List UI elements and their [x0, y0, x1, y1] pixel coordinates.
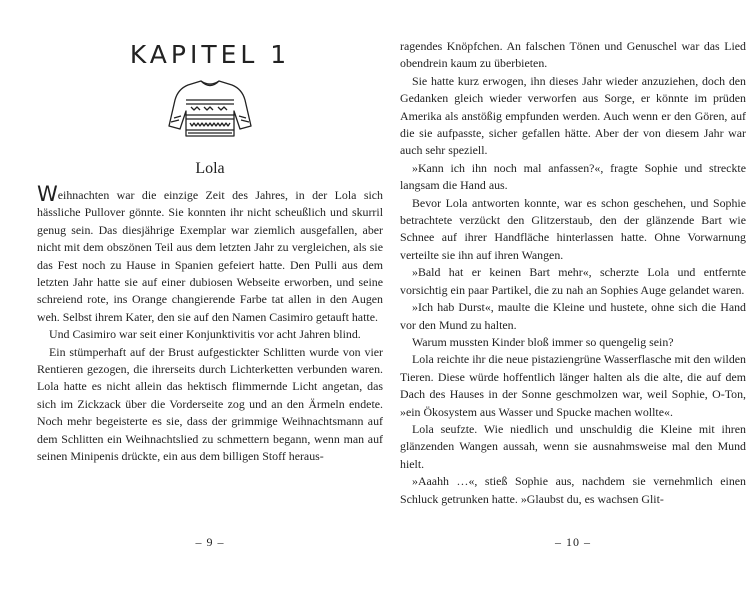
left-page	[37, 0, 383, 600]
paragraph: Warum mussten Kinder bloß immer so quengelig sein?	[412, 334, 674, 349]
left-body-text	[37, 182, 383, 466]
paragraph: »Aaahh …«, stieß Sophie aus, nachdem sie vernehmlich einen Schluck getrunken hatte. »Glaubst du, es wachsen Glit-	[400, 474, 746, 506]
chapter-title: KAPITEL 1	[129, 40, 291, 69]
section-title: Lola	[195, 160, 225, 177]
paragraph: »Ich hab Durst«, maulte die Kleine und hustete, ohne sich die Hand vor den Mund zu halten.	[400, 300, 746, 332]
first-paragraph	[37, 182, 383, 326]
paragraph: Bevor Lola antworten konnte, war es schon geschehen, und Sophie betrachtete verzückt den Glitzerstaub, den der glänzende Bart wie Schnee auf ihrer Handfläche hinterlassen hatte. Ohne Vorwarnung verteilte sie ihn auf ihren Wangen.	[400, 195, 746, 262]
christmas-sweater-icon	[168, 78, 252, 140]
paragraph: »Kann ich ihn noch mal anfassen?«, fragte Sophie und streckte langsam die Hand aus.	[400, 160, 746, 193]
right-page	[400, 0, 746, 600]
continued-paragraph: ragendes Knöpfchen. An falschen Tönen und Genuschel war das Lied obendrein kaum zu überbieten.	[400, 39, 746, 71]
drop-cap: W	[37, 182, 58, 206]
paragraph: Lola seufzte. Wie niedlich und unschuldig die Kleine mit ihren glänzenden Wangen aussah, wenn sie ausnahmsweise mal den Mund hielt.	[400, 421, 746, 471]
right-body-text	[400, 38, 746, 508]
paragraph: Lola reichte ihr die neue pistaziengrüne Wasserflasche mit den wilden Tieren. Diese würde hoffentlich länger halten als die alte, die auf dem Dach des Hauses in der Sonne geschmolzen war, weil Sophie, O-Ton, »ein Ökosystem aus Wasser und Spucke machen wollte«.	[400, 352, 746, 419]
page-number: – 9 –	[195, 535, 225, 549]
paragraph: Sie hatte kurz erwogen, ihn dieses Jahr wieder anzuziehen, doch den Gedanken gleich wieder verworfen aus Sorge, er könnte im prüden Amerika als anstößig empfunden werden. Auch wenn er den Gören, auf die sie aufpasste, sicher gefallen hätte. Aber der von diesem Jahr war auch sehr speziell.	[400, 73, 746, 158]
paragraph: Ein stümperhaft auf der Brust aufgestickter Schlitten wurde von vier Rentieren gezogen, die ihrerseits durch Lichterketten verbunden waren. Lola hatte es nicht allein das hektisch flimmernde Licht angetan, das sich im Zickzack über die Vorderseite zog und an den Ärmeln endete. Noch mehr begeisterte es sie, dass der grimmige Weihnachtsmann auf dem Schlitten ein Weihnachtslied zu schmettern begann, wenn man auf seinen Minipenis drückte, ein aus dem billigen Stoff heraus-	[37, 344, 383, 464]
paragraph: Und Casimiro war seit einer Konjunktivitis vor acht Jahren blind.	[49, 327, 361, 342]
page-number: – 10 –	[555, 535, 591, 549]
first-paragraph-text: eihnachten war die einzige Zeit des Jahres, in der Lola sich hässliche Pullover gönnte. Sie konnten ihr nicht scheußlich und skurril genug sein. Das diesjährige Exemplar war ziemlich ausgefallen, aber nicht mit dem obszönen Teil aus dem letzten Jahr zu vergleichen, als sie das Fest noch zu Hause in Spanien gefeiert hatte. Den Pulli aus dem letzten Jahr hatte sie auf einer dubiosen Webseite erworben, und seine schreiend rote, ins Orange changierende Farbe tat allen in den Augen weh. Selbst ihrem Kater, den sie auf den Namen Casimiro getauft hatte.	[37, 188, 383, 324]
paragraph: »Bald hat er keinen Bart mehr«, scherzte Lola und entfernte vorsichtig ein paar Partikel, die zu nah an Sophies Auge gelandet waren.	[400, 265, 746, 297]
